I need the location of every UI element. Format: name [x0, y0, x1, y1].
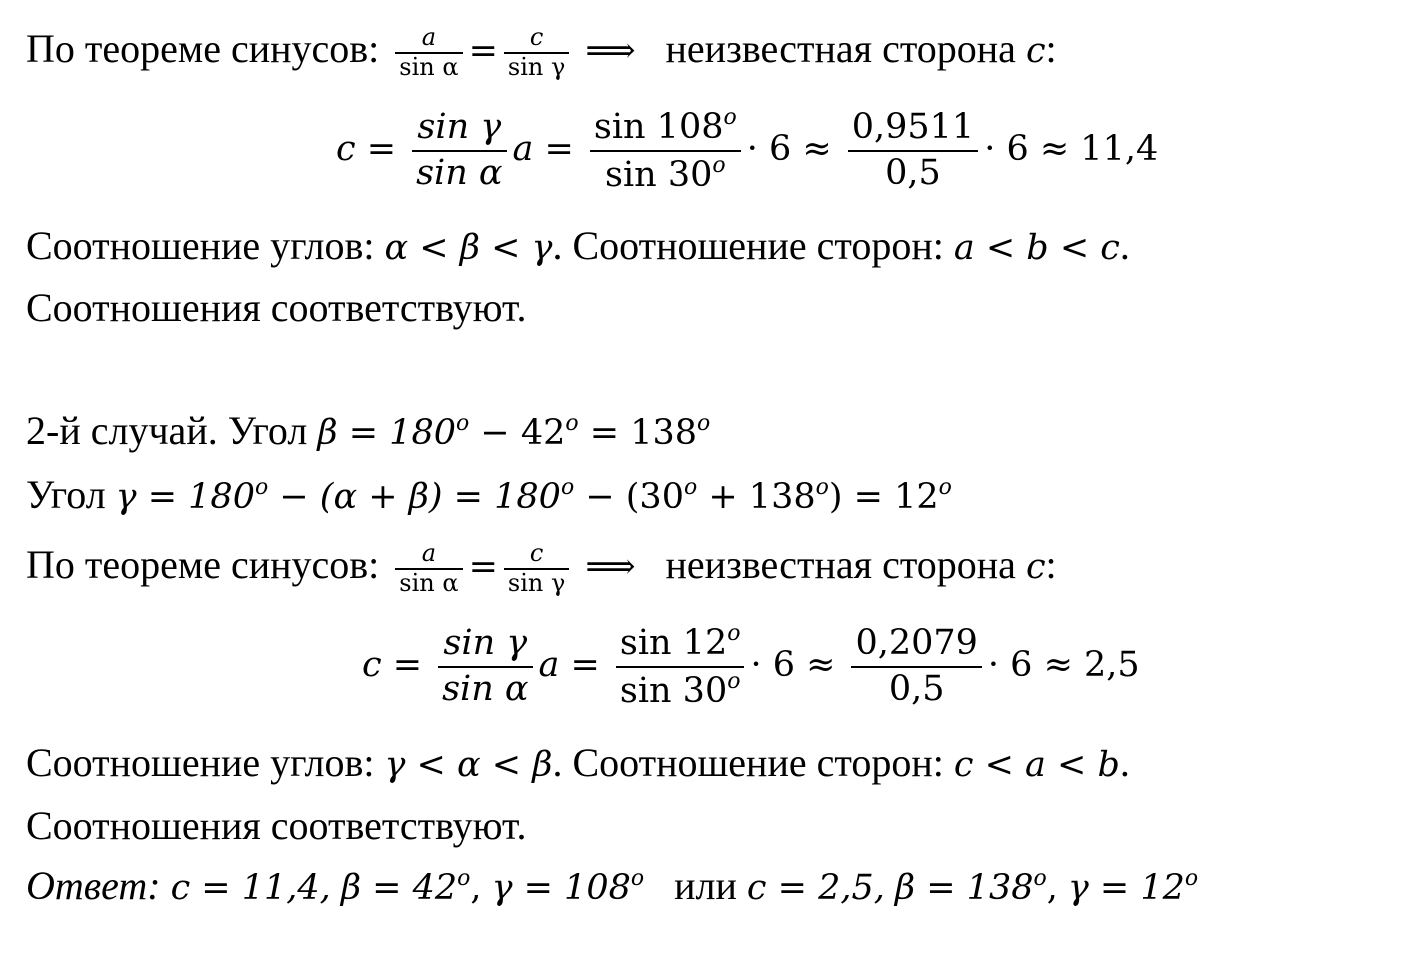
- implies-arrow-2: ⟹: [585, 546, 636, 587]
- case2-relations: Соотношение углов: γ < α < β. Соотношение сторон: c < a < b.: [26, 740, 1130, 785]
- case1-relations: Соотношение углов: α < β < γ. Соотношение сторон: a < b < c.: [26, 223, 1130, 268]
- answer-line: Ответ: c = 11,4, $\beta = 42^o$, $\gamma = 108^o$ или c = 2,5, $\beta = 138^o$, $\gamma = 12^o$: [26, 863, 1199, 908]
- unknown-var: c: [1025, 30, 1046, 71]
- fraction-09511-over-05: $\frac{0,9511}{0,5}$: [848, 106, 978, 196]
- formula-result: · 6 ≈ 11,4: [984, 128, 1159, 169]
- formula-lhs: c =: [336, 128, 397, 169]
- angles-relation: α < β < γ: [384, 228, 553, 268]
- case2-match: Соотношения соответствуют.: [26, 803, 527, 848]
- fraction-sin-gamma-over-sin-alpha: $\frac{\text{sin γ}}{\text{sin α}}$: [412, 106, 506, 196]
- case2-gamma: Угол $\gamma = 180^o - (\alpha + \beta) = 180^o - (30^o + 138^o) = 12^o$: [26, 472, 952, 517]
- sine-theorem-label: По теореме синусов:: [26, 25, 380, 71]
- case1-match: Соотношения соответствуют.: [26, 285, 527, 330]
- case1-formula: c = $\frac{\text{sin γ}}{\text{sin α}}$ a = $\frac{\sin 108^o}{\sin 30^o}$ · 6 ≈ $\frac{0,9511}{0,5}$ · 6 ≈ 11,4: [336, 104, 1158, 198]
- equals-sign: =: [468, 30, 498, 71]
- implies-arrow: ⟹: [585, 30, 636, 71]
- case2-formula: c = $\frac{\text{sin γ}}{\text{sin α}}$ a = $\frac{\sin 12^o}{\sin 30^o}$ · 6 ≈ $\frac{0,2079}{0,5}$ · 6 ≈ 2,5: [362, 620, 1140, 714]
- fraction-a-over-sin-alpha-2: $\frac{a}{\text{sin α}}$: [395, 540, 462, 597]
- fraction-sin12-over-sin30: $\frac{\sin 12^o}{\sin 30^o}$: [616, 620, 745, 714]
- fraction-a-over-sin-alpha: $\frac{a}{\text{sin α}}$: [395, 24, 462, 81]
- unknown-side-text: неизвестная сторона: [665, 25, 1016, 71]
- fraction-sin-gamma-over-sin-alpha-2: $\frac{\text{sin γ}}{\text{sin α}}$: [438, 622, 532, 712]
- fraction-c-over-sin-gamma: $\frac{c}{\text{sin γ}}$: [504, 24, 569, 81]
- answer-label: Ответ:: [26, 863, 161, 908]
- answer-or: или: [674, 863, 737, 908]
- case2-sine-theorem-line: По теореме синусов: $\frac{a}{\text{sin α}}$ = $\frac{c}{\text{sin γ}}$ ⟹ неизвестная сторона c:: [26, 539, 1057, 597]
- fraction-c-over-sin-gamma-2: $\frac{c}{\text{sin γ}}$: [504, 540, 569, 597]
- case1-sine-theorem-line: По теореме синусов: $\frac{a}{\text{sin α}}$ = $\frac{c}{\text{sin γ}}$ ⟹ неизвестная сторона c:: [26, 23, 1057, 81]
- sides-relation: a < b < c: [953, 228, 1120, 268]
- fraction-02079-over-05: $\frac{0,2079}{0,5}$: [851, 622, 981, 712]
- case2-title: 2-й случай. Угол $\beta = 180^o - 42^o = 138^o$: [26, 408, 711, 453]
- fraction-sin108-over-sin30: $\frac{\sin 108^o}{\sin 30^o}$: [590, 104, 741, 198]
